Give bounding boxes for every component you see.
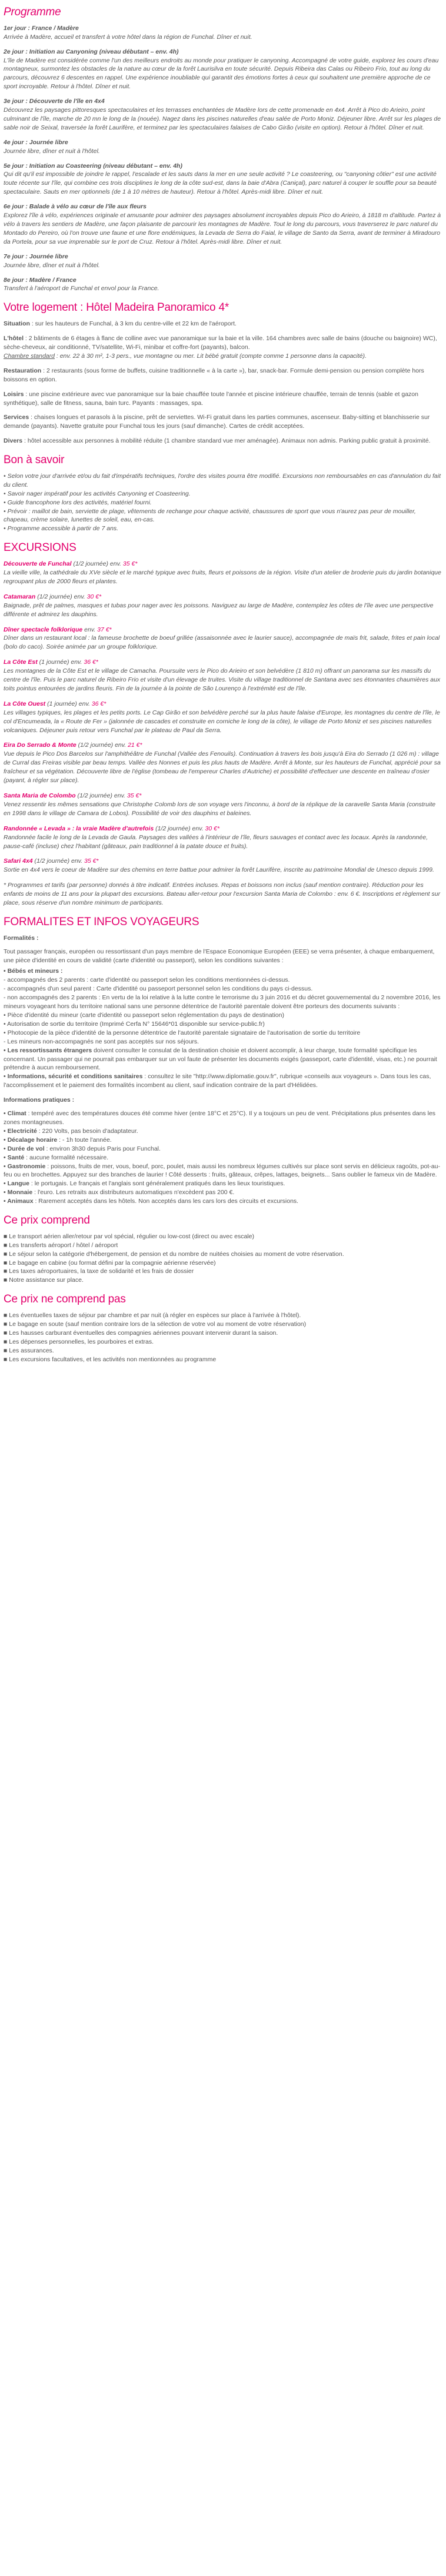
pratique-label: • Electricité [4, 1127, 37, 1135]
excursions-section [4, 541, 442, 908]
etrangers-text: doivent consulter le consulat de la destination choisie et doivent accomplir, à leur charge, toute formalité spécifique les concernant. Un passager qui ne pourrait pas embarquer sur un vol faute de présenter les documents exigés (passeport, carte d'identité, visas, etc.) ne pourrait prétendre à aucun remboursement. [4, 1046, 437, 1072]
pratique-label: • Climat [4, 1110, 26, 1118]
excursion-price: 30 €* [86, 593, 102, 600]
pratique-text: : 220 Volts, pas besoin d'adaptateur. [36, 1127, 138, 1135]
excursions-heading: EXCURSIONS [4, 541, 76, 554]
pratique-label: • Monnaie [4, 1189, 33, 1196]
excursion-title: La Côte Est [4, 659, 38, 666]
excursion-price: 35 €* [84, 857, 99, 865]
formalites-line: - accompagnés des 2 parents : carte d'identité ou passeport selon les conditions mentionnées ci-dessus. [4, 976, 290, 984]
prix-comprend-item: ■ Le transport aérien aller/retour par vol spécial, régulier ou low-cost (direct ou avec escale) [4, 1232, 254, 1240]
excursion-header [4, 700, 442, 709]
excursion-description: Randonnée facile le long de la Levada de Gaula. Paysages des vallées à l'intérieur de l'île, fleurs sauvages et contact avec les locaux. Après la randonnée, pause-café (incluse) chez l'habitant (gâteaux, pain traditionnel à la patate douce et fruits). [4, 833, 428, 850]
excursion-description: La vieille ville, la cathédrale du XVe siècle et le marché typique avec fruits, fleurs et poissons de la région. Visite d'un atelier de broderie puis du jardin botanique regroupant plus de 2000 fleurs et plantes. [4, 569, 441, 585]
day-body: Journée libre, dîner et nuit à l'hôtel. [4, 261, 100, 269]
loisirs-label: Loisirs [4, 390, 24, 398]
pratique-item [4, 1127, 442, 1136]
prix-ne-comprend-item: ■ Les assurances. [4, 1347, 54, 1354]
hotel-restauration [4, 367, 442, 384]
prix-comprend-item: ■ Le bagage en cabine (ou format défini par la compagnie aérienne réservée) [4, 1259, 216, 1267]
day-body: Explorez l'île à vélo, expériences originale et amusante pour admirer des paysages absolument incroyables depuis Pico do Arieiro, à 1818 m d'altitude. Partez à vélo à travers les sentiers de Madère, une façon plaisante de parcourir les montagnes de Madère. Tout le long du parcours, vous traverserez le parc naturel du Montado do Pereiro, où l'on trouve une faune et une flore endémiques, la Levada de Serra do Faial, le village de Santo da Serra, avant de terminer à Miradouro da Portela, pour sa vue imprenable sur le port de Cruz. Retour à l'hôtel. Après-midi libre. Dîner et nuit. [4, 212, 441, 245]
formalites-line: • Pièce d'identité du mineur (carte d'identité ou passeport selon réglementation du pays de destination) [4, 1012, 284, 1019]
prix-comprend-list [4, 1232, 442, 1285]
day-title: 5e jour : Initiation au Coasteering (niveau débutant – env. 4h) [4, 162, 182, 169]
chambre-text: : env. 22 à 30 m², 1-3 pers., vue montagne ou mer. Lit bébé gratuit (compte comme 1 personne dans la capacité). [54, 352, 367, 360]
resto-text: : 2 restaurants (sous forme de buffets, cuisine traditionnelle « à la carte »), bar, snack-bar. Formule demi-pension ou pension complète hors boissons en option. [4, 367, 424, 383]
day-body: Qui dit qu'il est impossible de joindre le rappel, l'escalade et les sauts dans la mer en une seule activité ? Le coasteering, ou "canyoning côtier" est une activité toute récente sur l'île, qui combine ces trois disciplines le long de la côte sud-est, dans la baie d'Abra (Caniçal), parc naturel à couper le souffle pour sa beauté spectaculaire. Sauts en mer optionnels (de 1 à 10 mètres de hauteur). Retour à l'hôtel. Après-midi libre. Dîner et nuit. [4, 171, 437, 196]
programme-section [4, 6, 442, 293]
prix-ne-comprend-item: ■ Le bagage en soute (sauf mention contraire lors de la sélection de votre vol au moment de votre réservation) [4, 1320, 307, 1328]
hotel-situation [4, 320, 442, 328]
formalites-line: • Photocopie de la pièce d'identité de la personne détentrice de l'autorité parentale signataire de l'autorisation de sortie du territoire [4, 1029, 361, 1036]
formalites-line: - accompagnés d'un seul parent : Carte d'identité ou passeport personnel selon les conditions du pays ci-dessus. [4, 985, 313, 993]
excursion-duration: (1 journée) env. [37, 659, 84, 666]
day-title: 7e jour : Journée libre [4, 252, 68, 260]
pratique-text: : l'euro. Les retraits aux distributeurs automatiques n'excèdent pas 200 €. [32, 1189, 235, 1196]
prix-ne-comprend-heading: Ce prix ne comprend pas [4, 1293, 126, 1306]
pratique-item [4, 1136, 442, 1145]
informations-paragraph [4, 1072, 442, 1090]
excursion-description: Vue depuis le Pico Dos Barcelos sur l'amphithéâtre de Funchal (Vallée des Fenouils). Continuation à travers les bois jusqu'à Eira do Serrado (1 026 m) : village de Curral das Freiras visible par beau temps. Vallée des Nonnes et puis les plus hauts de Madère. Arrêt à Monte, sur les hauteurs de Funchal, apprécié pour sa fraîcheur et sa végétation. Découverte libre de l'église (tombeau de l'empereur Charles d'Autriche) et possibilité d'effectuer une descente en traîneau d'osier (payant, à régler sur place). [4, 750, 441, 785]
excursion-price: 35 €* [127, 792, 142, 799]
excursion-item [4, 741, 442, 785]
pratique-item [4, 1162, 442, 1180]
excursion-header [4, 658, 442, 667]
excursion-description: Les montagnes de la Côte Est et le village de Camacha. Poursuite vers le Pico do Arieiro et son belvédère (1 810 m) offrant un panorama sur les massifs du centre de l'île. Puis le parc naturel de Ribeiro Frio et visite d'un élevage de truites. Visite du village traditionnel de Santana avec ses étonnantes chaumières aux toits pointus entourées de jardins fleuris. Fin de la journée à la pointe de São Lourenço à l'extrémité est de l'île. [4, 667, 441, 692]
day-title: 4e jour : Journée libre [4, 138, 68, 146]
pratique-item [4, 1188, 442, 1197]
excursion-title: Eira Do Serrado & Monte [4, 742, 76, 749]
formalites-heading: FORMALITES ET INFOS VOYAGEURS [4, 915, 199, 928]
excursion-item [4, 626, 442, 652]
services-text: : chaises longues et parasols à la piscine, prêt de serviettes. Wi-Fi gratuit dans les parties communes, ascenseur. Baby-sitting et blanchisserie sur demande (payants). Navette gratuite pour Funchal tous les jours (sauf dimanche). Cartes de crédit acceptées. [4, 414, 430, 430]
bon-a-savoir-section [4, 454, 442, 533]
hotel-loisirs [4, 390, 442, 408]
programme-day [4, 138, 442, 156]
excursion-header [4, 825, 442, 833]
excursion-title: Safari 4x4 [4, 857, 33, 865]
formalites-intro: Tout passager français, européen ou ressortissant d'un pays membre de l'Espace Economique Européen (EEE) se verra présenter, à chaque embarquement, une pièce d'identité en cours de validité (carte d'identité ou passeport), selon les conditions suivantes : [4, 948, 435, 964]
formalites-section [4, 916, 442, 1206]
hotel-text: : 2 bâtiments de 6 étages à flanc de colline avec vue panoramique sur la baie et la ville. 164 chambres avec salle de bains (douche ou baignoire) WC), sèche-cheveux, air conditionné, TV/satellite, Wi-Fi, minibar et coffre-fort (payants), balcon. [4, 335, 437, 351]
excursion-header [4, 741, 442, 750]
excursion-price: 30 €* [205, 825, 220, 832]
excursion-duration: (1/2 journée) env. [75, 792, 127, 799]
prix-comprend-item: ■ Les transferts aéroport / hôtel / aéroport [4, 1241, 118, 1249]
prix-ne-comprend-item: ■ Les excursions facultatives, et les activités non mentionnées au programme [4, 1355, 217, 1363]
etrangers-label: • Les ressortissants étrangers [4, 1046, 92, 1054]
pratique-item [4, 1145, 442, 1154]
informations-label: • Informations, sécurité et conditions sanitaires [4, 1073, 143, 1081]
excursion-title: Catamaran [4, 593, 36, 600]
situation-text: : sur les hauteurs de Funchal, à 3 km du centre-ville et 22 km de l'aéroport. [29, 320, 237, 328]
day-body: Journée libre, dîner et nuit à l'hôtel. [4, 147, 100, 155]
excursions-note: * Programmes et tarifs (par personne) donnés à titre indicatif. Entrées incluses. Repas et boissons non inclus (sauf mention contraire). Réduction pour les enfants de moins de 11 ans pour la plupart des excursions. Bateau aller-retour pour l'excursion Santa Maria de Colombo : env. 6 €. Inscriptions et règlement sur place, sous réserve d'un nombre minimum de participants. [4, 882, 441, 907]
programme-days [4, 24, 442, 294]
programme-day [4, 162, 442, 197]
hotel-divers [4, 437, 442, 446]
bebes-label [4, 967, 442, 976]
services-label: Services [4, 414, 29, 421]
excursion-price: 37 €* [97, 626, 112, 633]
excursion-item [4, 560, 442, 586]
formalites-line: - Les mineurs non-accompagnés ne sont pas acceptés sur nos séjours. [4, 1038, 199, 1045]
programme-day [4, 202, 442, 247]
excursion-item [4, 658, 442, 693]
excursion-duration: env. [82, 626, 98, 633]
programme-day [4, 24, 442, 42]
programme-day [4, 97, 442, 132]
divers-label: Divers [4, 437, 23, 445]
excursion-header [4, 792, 442, 800]
chambre-label: Chambre standard [4, 352, 55, 360]
etrangers-paragraph [4, 1046, 442, 1073]
bon-a-savoir-item: • Prévoir : maillot de bain, serviette de plage, vêtements de rechange pour chaque activité, chaussures de sport que vous n'aurez pas peur de mouiller, chapeau, crème solaire, lunettes de soleil, eau, en-cas. [4, 507, 416, 524]
informations-text: : consultez le site "http://www.diplomatie.gouv.fr", rubrique «conseils aux voyageurs ». Dans tous les cas, l'accomplissement et le paiement des formalités incombent au client, sauf indication contraire de la part d'Hélidées. [4, 1073, 431, 1089]
prix-ne-comprend-item: ■ Les hausses carburant éventuelles des compagnies aériennes pouvant intervenir durant la saison. [4, 1329, 278, 1337]
excursion-title: Randonnée « Levada » : la vraie Madère d'autrefois [4, 825, 154, 832]
pratiques-label-text: Informations pratiques : [4, 1096, 75, 1104]
excursion-header [4, 626, 442, 634]
pratique-label: • Gastronomie [4, 1162, 46, 1170]
formalites-label [4, 934, 442, 943]
formalites-line: • Autorisation de sortie du territoire (Imprimé Cerfa N° 15646*01 disponible sur service-public.fr) [4, 1020, 265, 1028]
pratique-text: : le portugais. Le français et l'anglais sont généralement pratiqués dans les lieux touristiques. [29, 1180, 285, 1188]
day-body: Transfert à l'aéroport de Funchal et envol pour la France. [4, 285, 159, 292]
prix-comprend-item: ■ Notre assistance sur place. [4, 1277, 84, 1284]
excursion-description: Venez ressentir les mêmes sensations que Christophe Colomb lors de son voyage vers l'inconnu, à bord de la réplique de la caravelle Santa Maria (construite en 1998 dans le village de Camara de Lobos). Possibilité de voir des dauphins et baleines. [4, 800, 436, 817]
excursion-item [4, 857, 442, 875]
day-body: Découvrez les paysages pittoresques spectaculaires et les terrasses enchantées de Madère lors de cette promenade en 4x4. Arrêt à Pico do Arieiro, point culminant de l'île, marche de 20 mn le long de la (nouée). Nagez dans les piscines naturelles d'eau salée de Porto Moniz. Déjeuner libre. Arrêt sur les plages de sable noir de Seixal, traversée la forêt Laurifère, et terminez par les spectaculaires falaises de Cabo Girão (visite en option). Retour à l'hôtel. Dîner et nuit. [4, 107, 441, 131]
bon-a-savoir-list [4, 472, 442, 533]
divers-text: : hôtel accessible aux personnes à mobilité réduite (1 chambre standard vue mer aménagée). Animaux non admis. Parking public gratuit à proximité. [22, 437, 431, 445]
day-title: 8e jour : Madère / France [4, 276, 76, 284]
hotel-label: L'hôtel [4, 335, 24, 343]
day-body: Arrivée à Madère, accueil et transfert à votre hôtel dans la région de Funchal. Dîner et nuit. [4, 33, 252, 41]
formalites-label-text: Formalités : [4, 934, 39, 942]
bon-a-savoir-item: • Guide francophone lors des activités, matériel fourni. [4, 498, 152, 506]
prix-comprend-heading: Ce prix comprend [4, 1214, 90, 1227]
excursion-duration: (1 journée) env. [45, 700, 92, 707]
excursion-title: Découverte de Funchal [4, 560, 72, 568]
pratique-item [4, 1109, 442, 1127]
excursion-duration: (1/2 journée) env. [76, 742, 128, 749]
hotel-description [4, 334, 442, 361]
pratique-text: : poissons, fruits de mer, vous, boeuf, porc, poulet, mais aussi les nombreux légumes cultivés sur place sont servis en délicieux ragoûts, pot-au-feu ou en brochettes. Appuyez sur des branches de laurier ! Côté desserts : fruits, gâteaux, crêpes, lattages, beignets... Sans oublier le fameux vin de Madère. [4, 1162, 440, 1179]
programme-day [4, 276, 442, 294]
hotel-services [4, 413, 442, 431]
formalites-lines [4, 976, 442, 1046]
pratique-item [4, 1154, 442, 1162]
pratique-label: • Langue [4, 1180, 29, 1188]
pratique-label: • Durée de vol [4, 1145, 45, 1152]
pratique-text: : environ 3h30 depuis Paris pour Funchal. [44, 1145, 161, 1152]
programme-day [4, 252, 442, 270]
pratiques-label [4, 1096, 442, 1105]
prix-ne-comprend-item: ■ Les éventuelles taxes de séjour par chambre et par nuit (à régler en espèces sur place à l'arrivée à l'hôtel). [4, 1312, 301, 1319]
programme-day [4, 48, 442, 92]
excursion-item [4, 792, 442, 818]
excursion-description: Baignade, prêt de palmes, masques et tubas pour nager avec les poissons. Naviguez au large de Madère, contemplez les côtes de l'île avec une perspective différente et admirez les dauphins. [4, 601, 434, 618]
bon-a-savoir-item: • Savoir nager impératif pour les activités Canyoning et Coasteering. [4, 490, 191, 497]
bon-a-savoir-item: • Selon votre jour d'arrivée et/ou du fait d'impératifs techniques, l'ordre des visites pourra être modifié. Excursions non remboursables en cas d'annulation du fait du client. [4, 472, 441, 488]
bon-a-savoir-item: • Programme accessible à partir de 7 ans. [4, 525, 119, 533]
pratique-label: • Décalage horaire [4, 1136, 58, 1144]
pratique-text: : aucune formalité nécessaire. [24, 1154, 109, 1161]
pratique-item [4, 1197, 442, 1206]
prix-ne-comprend-item: ■ Les dépenses personnelles, les pourboires et extras. [4, 1338, 154, 1345]
situation-label: Situation [4, 320, 30, 328]
pratique-text: : Rarement acceptés dans les hôtels. Non acceptés dans les cars lors des circuits et excursions. [33, 1198, 299, 1205]
prix-comprend-item: ■ Le séjour selon la catégorie d'hébergement, de pension et du nombre de nuitées choisies au moment de votre réservation. [4, 1250, 344, 1258]
excursion-item [4, 700, 442, 735]
hotel-heading: Votre logement : Hôtel Madeira Panoramico 4* [4, 301, 229, 314]
excursion-price: 36 €* [91, 700, 106, 707]
prix-ne-comprend-list [4, 1311, 442, 1364]
bon-a-savoir-heading: Bon à savoir [4, 454, 65, 467]
formalites-line: - non accompagnés des 2 parents : En vertu de la loi relative à la lutte contre le terrorisme du 3 juin 2016 et du décret gouvernemental du 2 novembre 2016, les mineurs voyageant hors du territoire national sans une personne détentrice de l'autorité parentale doivent être porteurs des documents suivants : [4, 994, 441, 1011]
excursion-header [4, 857, 442, 866]
loisirs-text: : une piscine extérieure avec vue panoramique sur la baie chauffée toute l'année et piscine intérieure chauffée, terrain de tennis (sable et gazon synthétique), salle de fitness, sauna, bain turc. Payants : massages, spa. [4, 390, 418, 407]
hotel-section [4, 301, 442, 446]
excursion-duration: (1/2 journée) env. [32, 857, 84, 865]
day-body: L'île de Madère est considérée comme l'un des meilleurs endroits au monde pour pratiquer le canyoning. Accompagné de votre guide, explorez les cours d'eau montagneux, surmontez les obstacles de la nature au cœur de la forêt Laurisilva en toute sécurité. Depuis Ribeira das Calas ou Ribeiro Frio, tout au long du parcours, découvrez 6 descentes en rappel. Une expérience inoubliable qui garantit des émotions fortes à ceux qui souhaitent une première approche de ce sport incroyable. Retour à l'hôtel. Dîner et nuit. [4, 56, 439, 91]
bebes-label-text: • Bébés et mineurs : [4, 968, 63, 975]
excursion-item [4, 593, 442, 619]
excursion-duration: (1/2 journée) env. [35, 593, 87, 600]
pratique-item [4, 1179, 442, 1188]
excursion-item [4, 825, 442, 851]
excursion-header [4, 593, 442, 601]
excursion-header [4, 560, 442, 569]
pratiques-list [4, 1109, 442, 1206]
excursions-list [4, 560, 442, 875]
excursion-description: Sortie en 4x4 vers le coeur de Madère sur des chemins en terre battue pour admirer la forêt Laurifère, inscrite au patrimoine Mondial de Unesco depuis 1999. [4, 866, 434, 874]
excursion-price: 35 €* [122, 560, 138, 568]
prix-ne-comprend-section [4, 1293, 442, 1364]
pratique-label: • Santé [4, 1154, 25, 1161]
day-title: 3e jour : Découverte de l'île en 4x4 [4, 98, 105, 105]
excursion-title: Santa Maria de Colombo [4, 792, 76, 799]
resto-label: Restauration [4, 367, 42, 374]
excursion-title: La Côte Ouest [4, 700, 46, 707]
programme-heading: Programme [4, 6, 61, 18]
prix-comprend-section [4, 1214, 442, 1285]
excursion-title: Dîner spectacle folklorique [4, 626, 83, 633]
excursion-price: 36 €* [84, 659, 98, 666]
pratique-label: • Animaux [4, 1198, 34, 1205]
day-title: 1er jour : France / Madère [4, 24, 79, 32]
excursion-description: Dîner dans un restaurant local : la fameuse brochette de boeuf grillée (assaisonnée avec le laurier sauce), accompagnée de maïs frit, salade, frites et pain local (bolo do caco). Soirée animée par un groupe folklorique. [4, 634, 440, 651]
day-title: 6e jour : Balade à vélo au cœur de l'île aux fleurs [4, 203, 147, 211]
excursion-duration: (1/2 journée) env. [154, 825, 205, 832]
excursion-duration: (1/2 journée) env. [71, 560, 123, 568]
pratique-text: : tempéré avec des températures douces été comme hiver (entre 18°C et 25°C). Il y a toujours un peu de vent. Précipitations plus présentes dans les zones montagneuses. [4, 1110, 436, 1126]
prix-comprend-item: ■ Les taxes aéroportuaires, la taxe de solidarité et les frais de dossier [4, 1268, 194, 1275]
excursion-description: Les villages typiques, les plages et les petits ports. Le Cap Girão et son belvédère perché sur la plus haute falaise d'Europe, les montagnes du centre de l'île, le col d'Encumeada, la « Route de Fer » (jalonnée de cascades et construite en corniche le long de la côte), le village de Porto Moniz et ses piscines naturelles volcaniques. Déjeuner puis retour vers Funchal par le plateau de Paul da Serra. [4, 709, 440, 734]
excursion-price: 21 €* [128, 742, 142, 749]
pratique-text: : - 1h toute l'année. [57, 1136, 112, 1144]
day-title: 2e jour : Initiation au Canyoning (niveau débutant – env. 4h) [4, 48, 179, 55]
